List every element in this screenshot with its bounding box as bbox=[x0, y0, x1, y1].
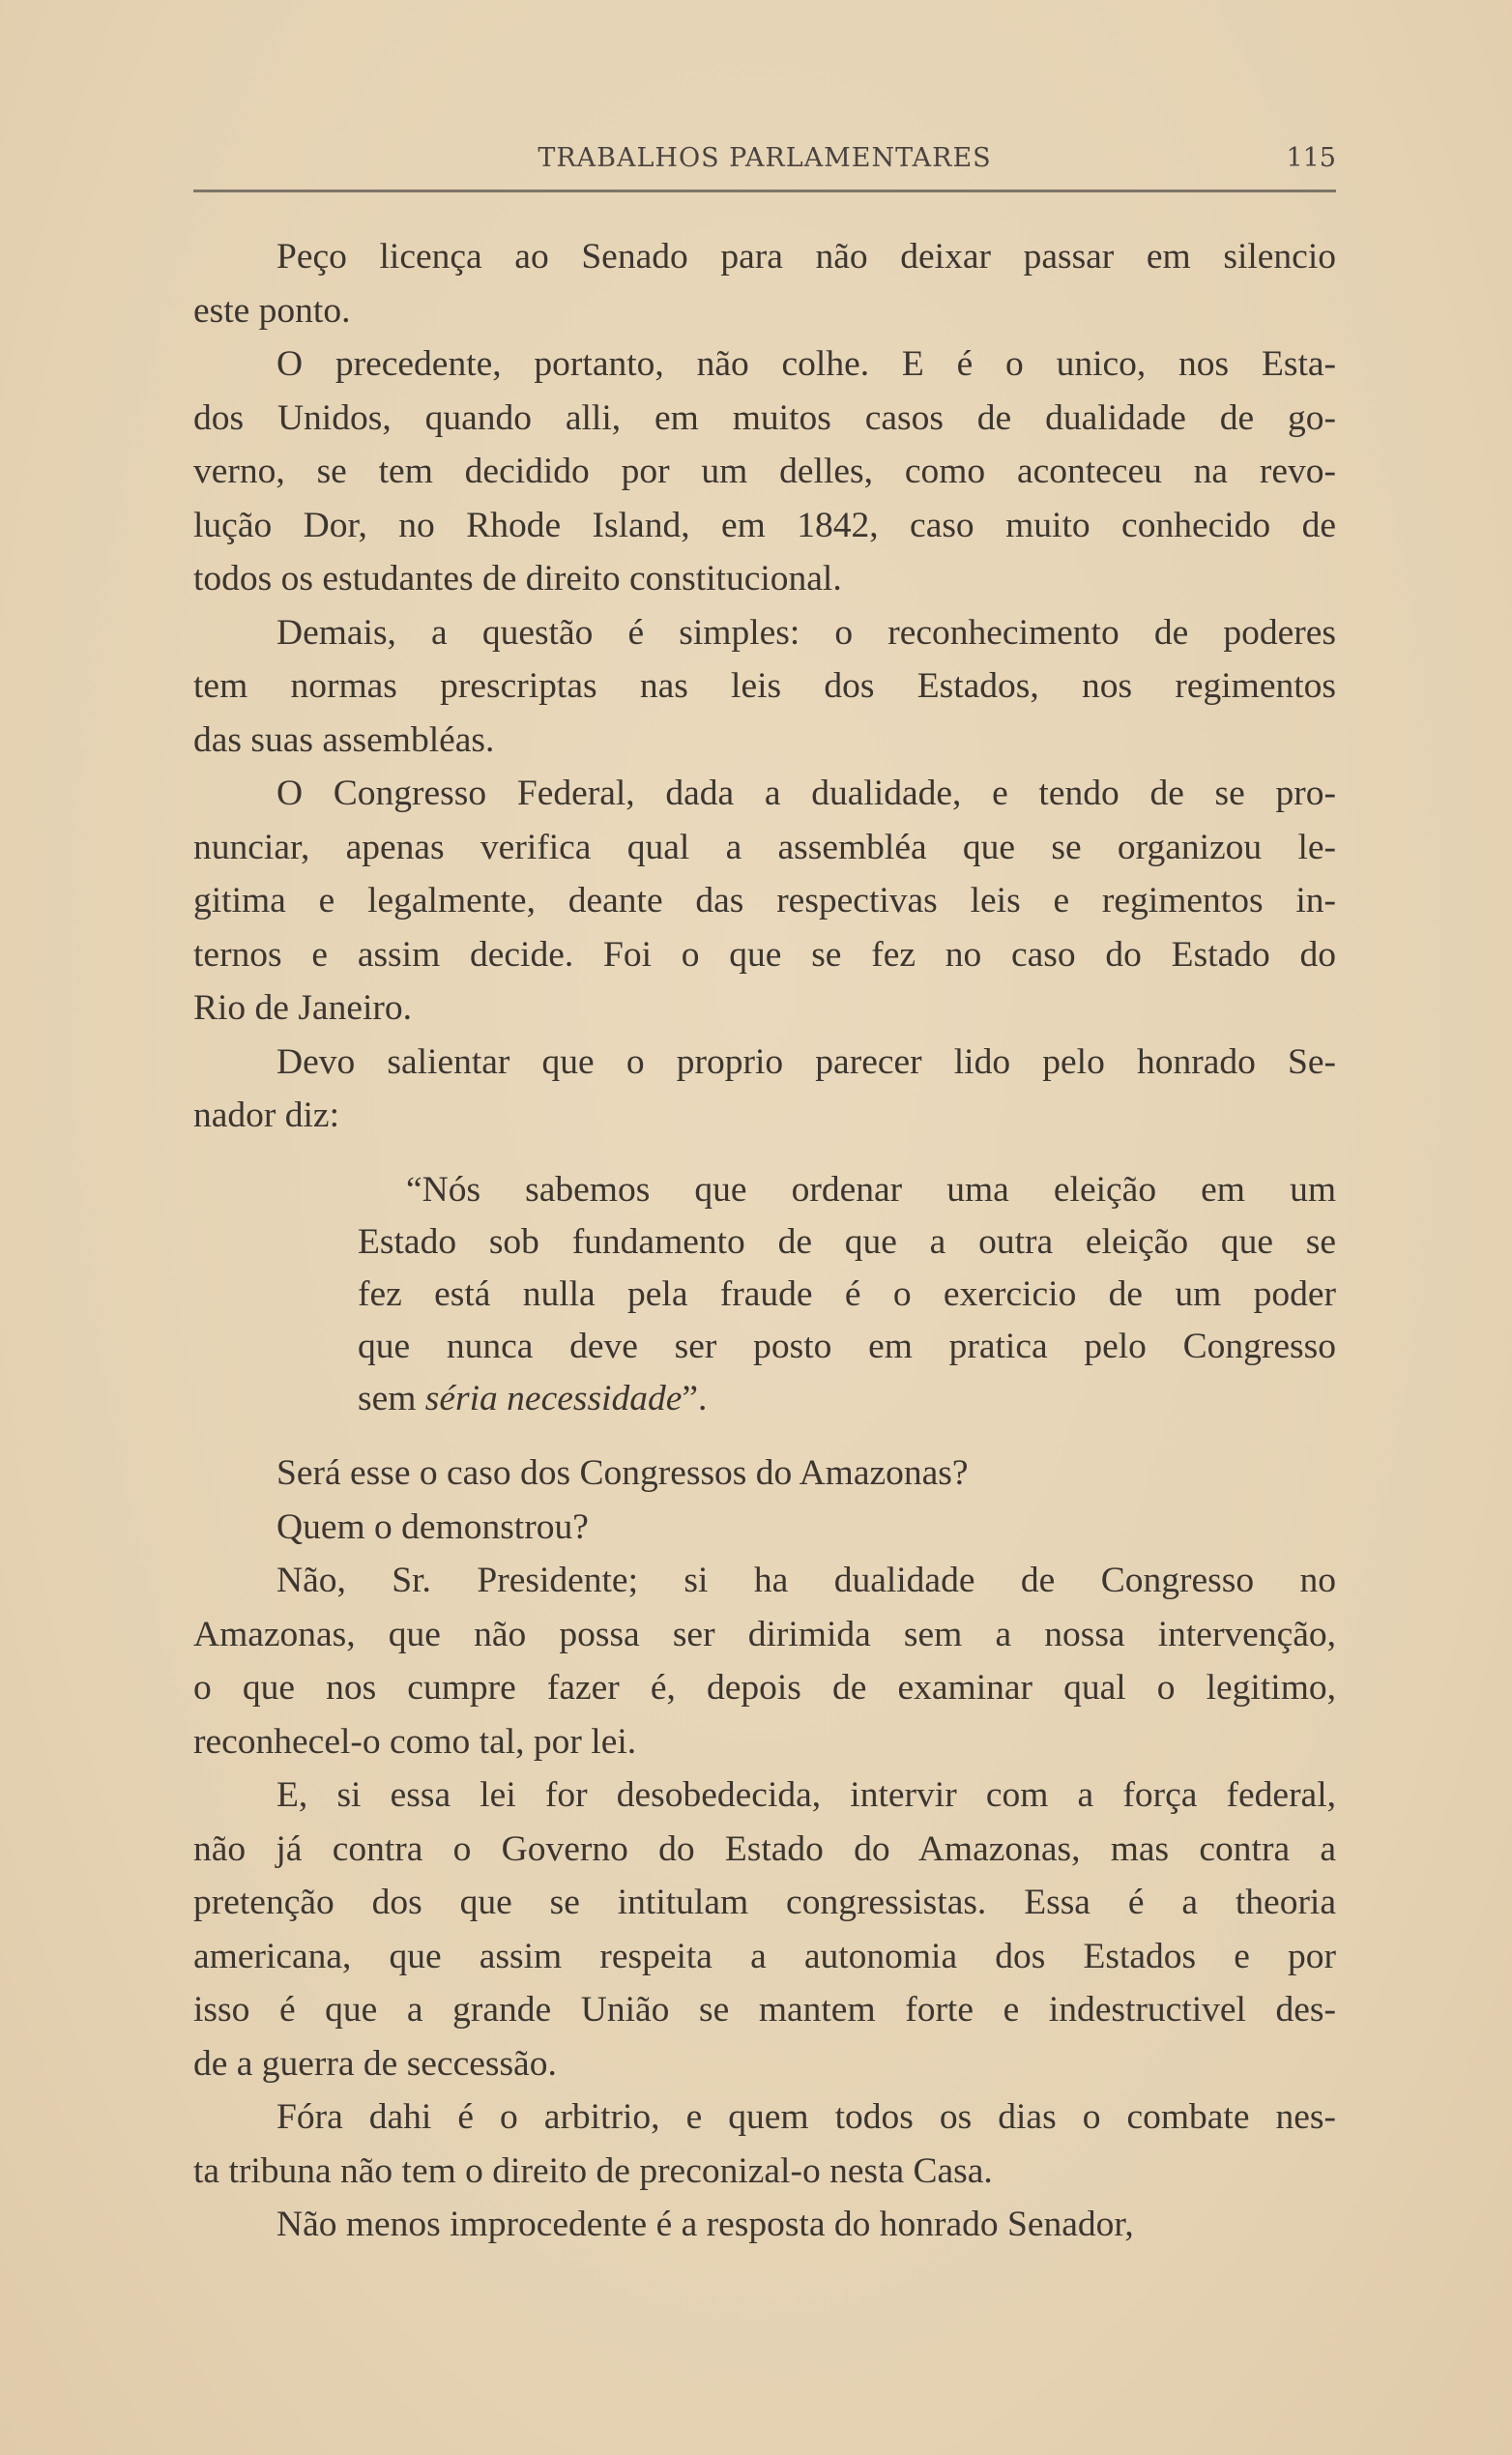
header-rule bbox=[193, 190, 1336, 192]
text-line: Devo salientar que o proprio parecer lido pelo honrado Se- bbox=[276, 1041, 1336, 1082]
text-line: Será esse o caso dos Congressos do Amazonas? bbox=[276, 1453, 969, 1493]
quote-line: “Nós sabemos que ordenar uma eleição em um bbox=[406, 1170, 1336, 1210]
quote-line-last bbox=[358, 1373, 1336, 1425]
text-line: tem normas prescriptas nas leis dos Estados, nos regimentos bbox=[193, 666, 1336, 706]
paragraph bbox=[193, 1768, 1336, 2090]
quote-prefix: sem bbox=[358, 1379, 425, 1418]
paragraph bbox=[193, 606, 1336, 768]
page-header bbox=[193, 135, 1336, 184]
paragraph bbox=[193, 1501, 1336, 1555]
text-line: verno, se tem decidido por um delles, como aconteceu na revo- bbox=[193, 452, 1336, 491]
page-number: 115 bbox=[1286, 143, 1336, 173]
text-line: Quem o demonstrou? bbox=[276, 1506, 589, 1547]
paragraph bbox=[193, 2090, 1336, 2198]
text-line: nador diz: bbox=[193, 1096, 339, 1135]
text-line: americana, que assim respeita a autonomia dos Estados e por bbox=[193, 1936, 1336, 1976]
paragraph bbox=[193, 767, 1336, 1036]
text-line: O precedente, portanto, não colhe. E é o unico, nos Esta- bbox=[276, 344, 1336, 384]
block-quote bbox=[358, 1164, 1336, 1425]
text-line: Peço licença ao Senado para não deixar passar em silencio bbox=[276, 237, 1336, 277]
text-line: Amazonas, que não possa ser dirimida sem a nossa intervenção, bbox=[193, 1614, 1336, 1654]
text-line: reconhecel-o como tal, por lei. bbox=[193, 1721, 637, 1762]
quote-suffix: ”. bbox=[682, 1379, 708, 1418]
text-line: E, si essa lei for desobedecida, intervir com a força federal, bbox=[276, 1775, 1336, 1815]
text-line: das suas assembléas. bbox=[193, 719, 495, 760]
body-text-top bbox=[193, 230, 1336, 1143]
quote-line: fez está nulla pela fraude é o exercicio de um poder bbox=[358, 1274, 1336, 1314]
text-line: ternos e assim decide. Foi o que se fez no caso do Estado do bbox=[193, 934, 1336, 975]
text-line: nunciar, apenas verifica qual a assembléa que se organizou le- bbox=[193, 827, 1336, 867]
text-line: Não, Sr. Presidente; si ha dualidade de Congresso no bbox=[276, 1561, 1336, 1600]
quote-line: Estado sob fundamento de que a outra eleição que se bbox=[358, 1222, 1336, 1262]
text-line: este ponto. bbox=[193, 290, 351, 331]
text-line: lução Dor, no Rhode Island, em 1842, caso muito conhecido de bbox=[193, 505, 1336, 545]
paragraph bbox=[193, 2198, 1336, 2252]
text-line: Rio de Janeiro. bbox=[193, 988, 412, 1028]
text-line: Fóra dahi é o arbitrio, e quem todos os dias o combate nes- bbox=[276, 2097, 1336, 2137]
text-line: ta tribuna não tem o direito de preconizal-o nesta Casa. bbox=[193, 2150, 993, 2191]
paragraph bbox=[193, 1554, 1336, 1768]
text-line: isso é que a grande União se mantem forte e indestructivel des- bbox=[193, 1990, 1336, 2030]
paragraph bbox=[193, 230, 1336, 337]
text-line: Não menos improcedente é a resposta do honrado Senador, bbox=[276, 2205, 1134, 2244]
text-line: de a guerra de seccessão. bbox=[193, 2043, 557, 2084]
text-line: gitima e legalmente, deante das respectivas leis e regimentos in- bbox=[193, 881, 1336, 921]
quote-line: que nunca deve ser posto em pratica pelo Congresso bbox=[358, 1327, 1336, 1366]
body-text-bottom bbox=[193, 1447, 1336, 2252]
paragraph bbox=[193, 1447, 1336, 1501]
text-line: o que nos cumpre fazer é, depois de examinar qual o legitimo, bbox=[193, 1668, 1336, 1708]
text-line: dos Unidos, quando alli, em muitos casos de dualidade de go- bbox=[193, 397, 1336, 438]
text-line: não já contra o Governo do Estado do Amazonas, mas contra a bbox=[193, 1828, 1336, 1869]
text-line: pretenção dos que se intitulam congressistas. Essa é a theoria bbox=[193, 1883, 1336, 1922]
quote-italic: séria necessidade bbox=[424, 1379, 683, 1418]
paragraph bbox=[193, 1036, 1336, 1143]
paragraph bbox=[193, 337, 1336, 606]
text-line: O Congresso Federal, dada a dualidade, e tendo de se pro- bbox=[276, 774, 1336, 813]
text-line: Demais, a questão é simples: o reconhecimento de poderes bbox=[276, 612, 1336, 653]
running-title: TRABALHOS PARLAMENTARES bbox=[538, 143, 992, 173]
text-line: todos os estudantes de direito constitucional. bbox=[193, 559, 842, 599]
